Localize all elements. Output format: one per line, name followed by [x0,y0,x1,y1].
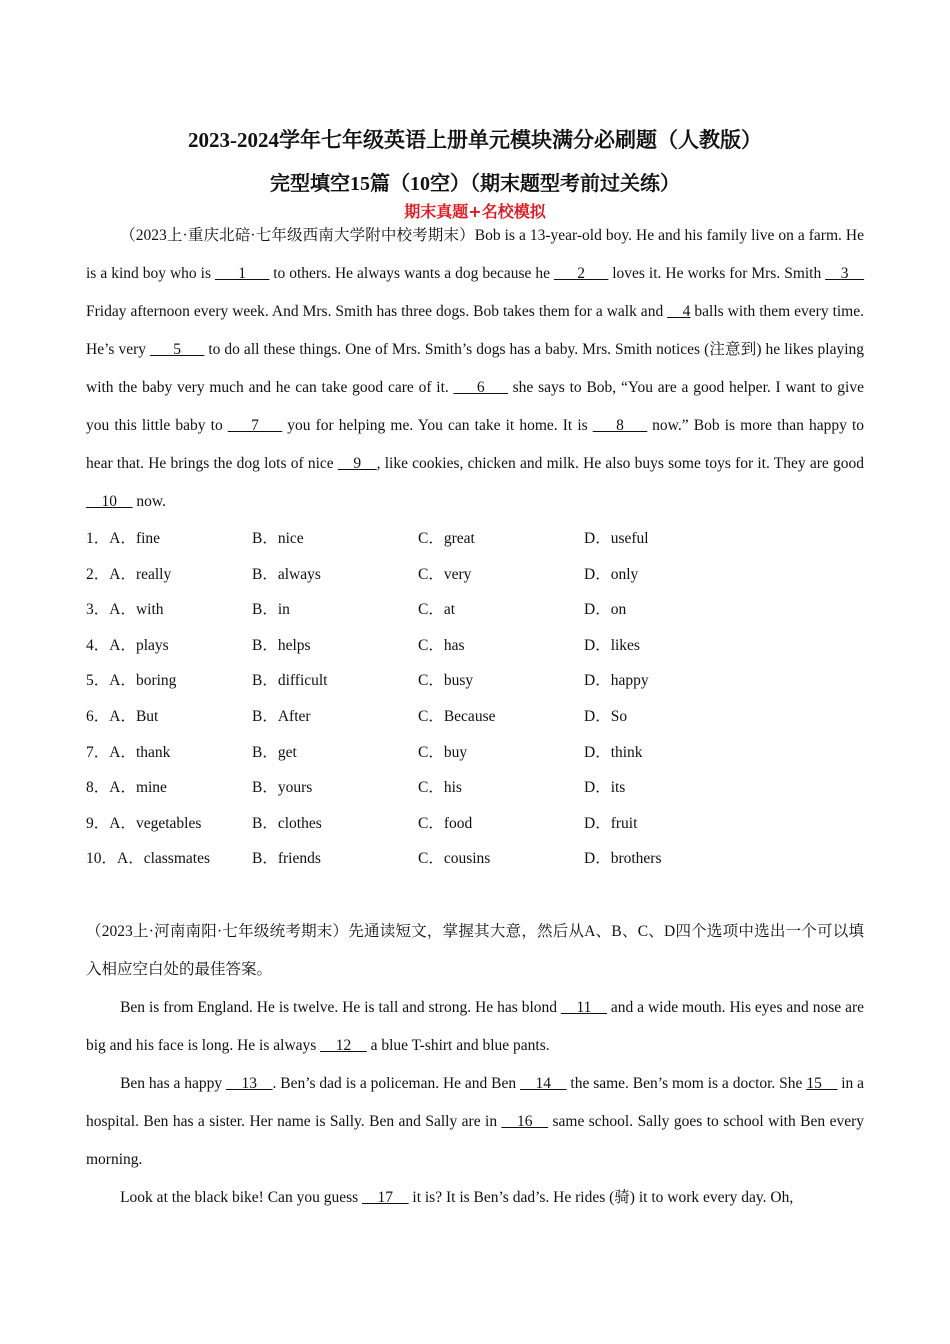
option-d: D．So [584,707,628,725]
option-a: 4．A．plays [86,636,169,654]
option-d: D．only [584,565,639,583]
option-b: B．always [252,565,321,583]
option-a: 1．A．fine [86,530,161,547]
blank-2: ___2___ [553,265,609,282]
option-c: C．food [418,814,473,832]
passage-1: （2023上·重庆北碚·七年级西南大学附中校考期末）Bob is a 13-year-old boy. He and his family live on a farm. He is a kind boy who is ___1___ to others. He always wants a dog because he ___2___ loves it. He works for Mrs. Smith __3__ Friday afternoon every week. And Mrs. Smith has three dogs. Bob takes them for a walk and __4 balls with them every time. He’s very ___5___ to do all these things. One of Mrs. Smith’s dogs has a baby. Mrs. Smith notices (注意到) he likes playing with the baby very much and he can take good care of it. ___6___ she says to Bob, “You are a good helper. I want to give you this little baby to ___7___ you for helping me. You can take it home. It is ___8___ now.” Bob is more than happy to hear that. He brings the dog lots of nice __9__, like cookies, chicken and milk. He also buys some toys for it. They are good __10__ now. [86,227,865,510]
option-a: 7．A．thank [86,743,171,761]
option-d: D．its [584,779,626,797]
option-b: B．clothes [252,814,322,832]
option-b: B．get [252,743,297,761]
option-d: D．think [584,743,643,761]
blank-13: __13__ [226,1074,273,1092]
option-b: B．nice [252,530,304,547]
option-d: D．likes [584,636,640,654]
option-c: C．buy [418,743,468,761]
question-row [86,663,864,699]
blank-11: __11__ [560,998,607,1016]
option-c: C．Because [418,707,496,725]
option-d: D．on [584,601,627,619]
passage-2-paragraph-1: Ben is from England. He is twelve. He is tall and strong. He has blond __11__ and a wide mouth. His eyes and nose are big and his face is long. He is always __12__ a blue T-shirt and blue pants. [86,998,864,1054]
blank-7: ___7___ [227,417,283,434]
blank-5: ___5___ [150,341,205,358]
question-list-1 [86,521,864,877]
passage-2-intro: （2023上·河南南阳·七年级统考期末）先通读短文，掌握其大意，然后从A、B、C、D四个选项中选出一个可以填入相应空白处的最佳答案。 [86,922,864,978]
option-d: D．brothers [584,850,662,868]
question-row [86,735,864,771]
document-subtitle: 完型填空15篇（10空）（期末题型考前过关练） [270,173,680,195]
blank-17: __17__ [362,1188,409,1206]
option-b: B．friends [252,850,321,868]
question-row [86,521,864,557]
question-row [86,806,864,842]
document-title: 2023-2024学年七年级英语上册单元模块满分必刷题（人教版） [188,128,762,152]
option-c: C．has [418,636,465,654]
option-c: C．at [418,601,456,619]
option-d: D．happy [584,672,649,690]
option-c: C．very [418,565,472,583]
blank-12: __12__ [320,1036,367,1054]
blank-16: __16__ [501,1112,549,1130]
question-row [86,841,864,877]
question-row [86,557,864,593]
option-a: 9．A．vegetables [86,814,202,832]
option-b: B．in [252,601,290,619]
option-b: B．difficult [252,672,328,690]
blank-1: ___1___ [214,265,270,282]
option-c: C．his [418,779,462,797]
blank-3: __3__ [825,265,864,282]
option-c: C．busy [418,672,474,690]
blank-9: __9__ [337,455,377,472]
option-b: B．After [252,707,311,725]
question-row [86,770,864,806]
spacer [86,877,864,913]
question-row [86,699,864,735]
blank-6: ___6___ [453,379,508,396]
option-a: 8．A．mine [86,779,167,797]
passage-2-paragraph-2: Ben has a happy __13__. Ben’s dad is a policeman. He and Ben __14__ the same. Ben’s mom is a doctor. She 15__ in a hospital. Ben has a sister. Her name is Sally. Ben and Sally are in __16__ same school. Sally goes to school with Ben every morning. [86,1074,865,1168]
document-page [86,120,864,1217]
option-a: 6．A．But [86,707,159,725]
section-tag: 期末真题+名校模拟 [404,202,546,221]
option-a: 5．A．boring [86,672,177,690]
question-row [86,592,864,628]
option-a: 10．A．classmates [86,850,210,868]
option-a: 2．A．really [86,565,172,583]
option-b: B．yours [252,779,313,797]
passage-2-paragraph-3: Look at the black bike! Can you guess __17__ it is? It is Ben’s dad’s. He rides (骑) it to work every day. Oh, [120,1188,794,1206]
blank-15: 15__ [806,1074,838,1092]
blank-10: __10__ [86,493,133,510]
option-b: B．helps [252,636,311,654]
blank-8: ___8___ [592,417,648,434]
option-d: D．useful [584,530,649,547]
option-a: 3．A．with [86,601,164,619]
option-c: C．great [418,530,475,547]
blank-14: __14__ [520,1074,567,1092]
option-d: D．fruit [584,814,638,832]
blank-4: __4 [667,303,691,320]
option-c: C．cousins [418,850,491,868]
question-row [86,628,864,664]
